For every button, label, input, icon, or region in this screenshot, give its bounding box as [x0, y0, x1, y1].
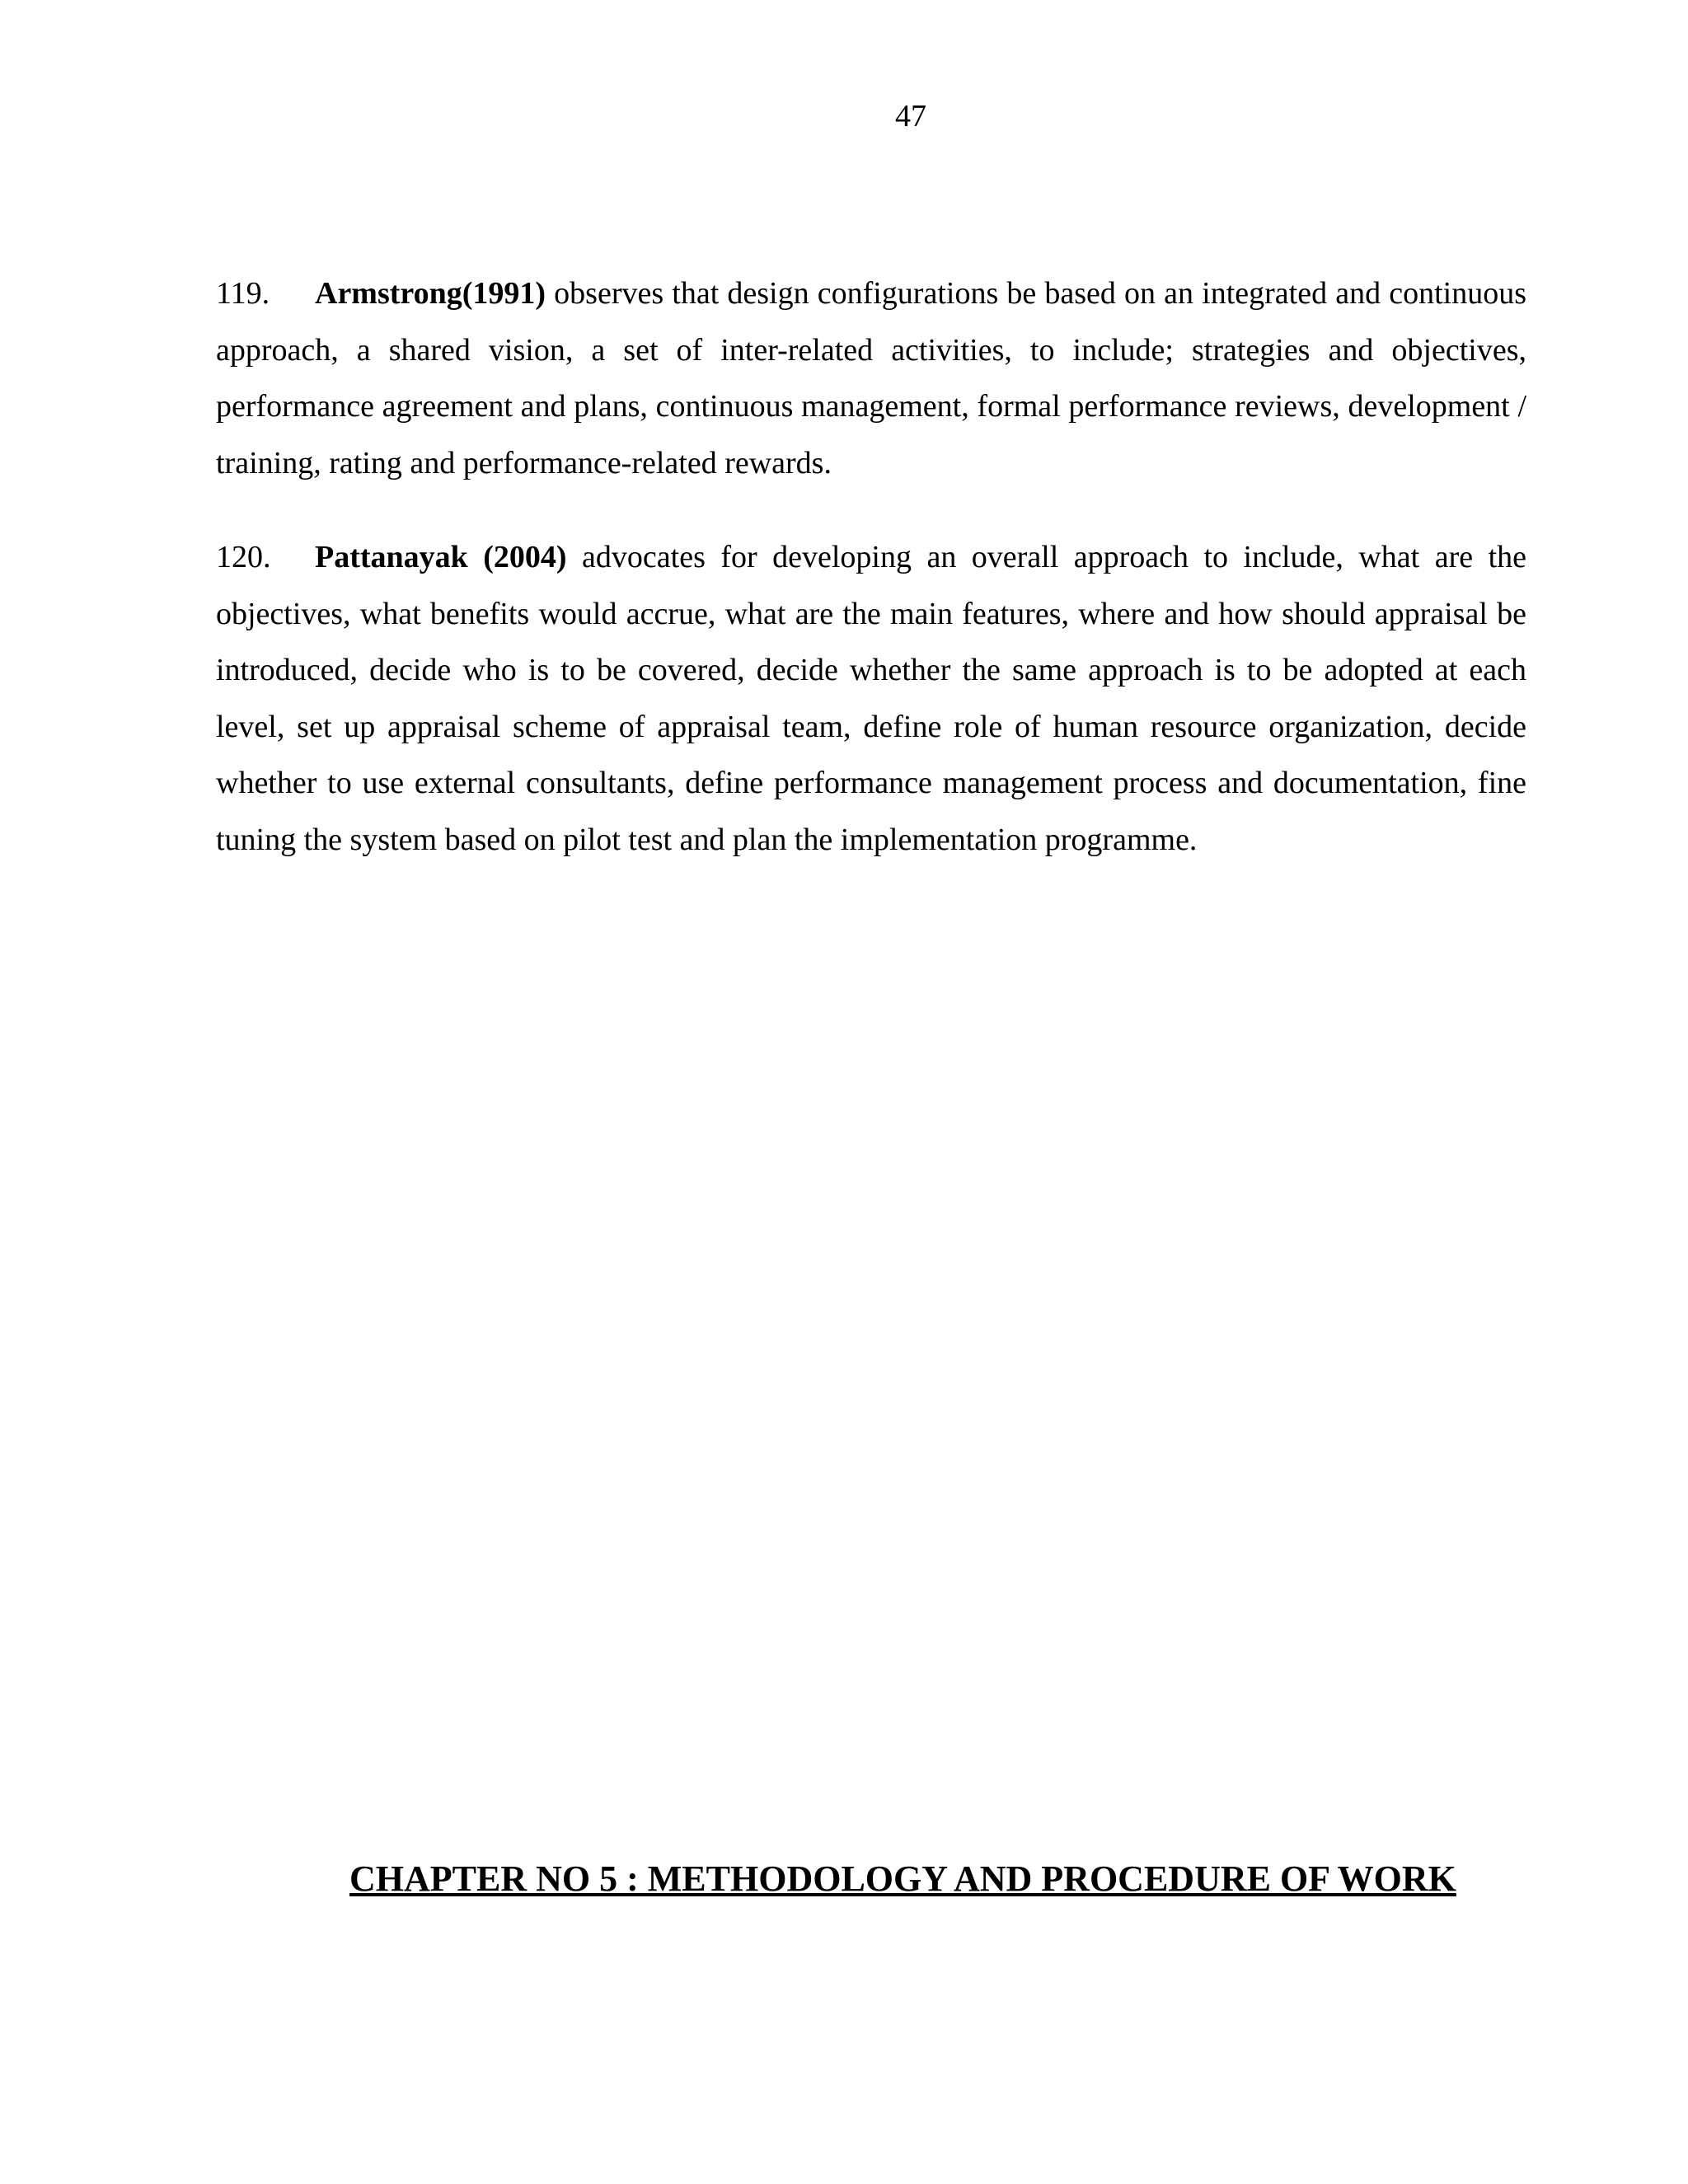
paragraph-120 [216, 529, 1526, 868]
author-citation: Pattanayak (2004) [315, 540, 567, 574]
page-number: 47 [895, 99, 926, 134]
paragraph-number: 119. [216, 276, 270, 311]
chapter-heading: CHAPTER NO 5 : METHODOLOGY AND PROCEDURE OF WORK [349, 1858, 1456, 1899]
author-citation: Armstrong(1991) [315, 276, 546, 311]
paragraph-number: 120. [216, 540, 271, 574]
paragraph-text: advocates for developing an overall approach to include, what are the objectives, what benefits would accrue, what are the main features, where and how should appraisal be introduced, decide who is to be covered, decide whether the same approach is to be adopted at each level, set up appraisal scheme of appraisal team, define role of human resource organization, decide whether to use external consultants, define performance management process and documentation, fine tuning the system based on pilot test and plan the implementation programme. [216, 540, 1526, 857]
paragraph-text: observes that design configurations be based on an integrated and continuous approach, a shared vision, a set of inter-related activities, to include; strategies and objectives, performance agreement and plans, continuous management, formal performance reviews, development / training, rating and performance-related rewards. [216, 276, 1526, 480]
paragraph-119 [216, 265, 1526, 491]
